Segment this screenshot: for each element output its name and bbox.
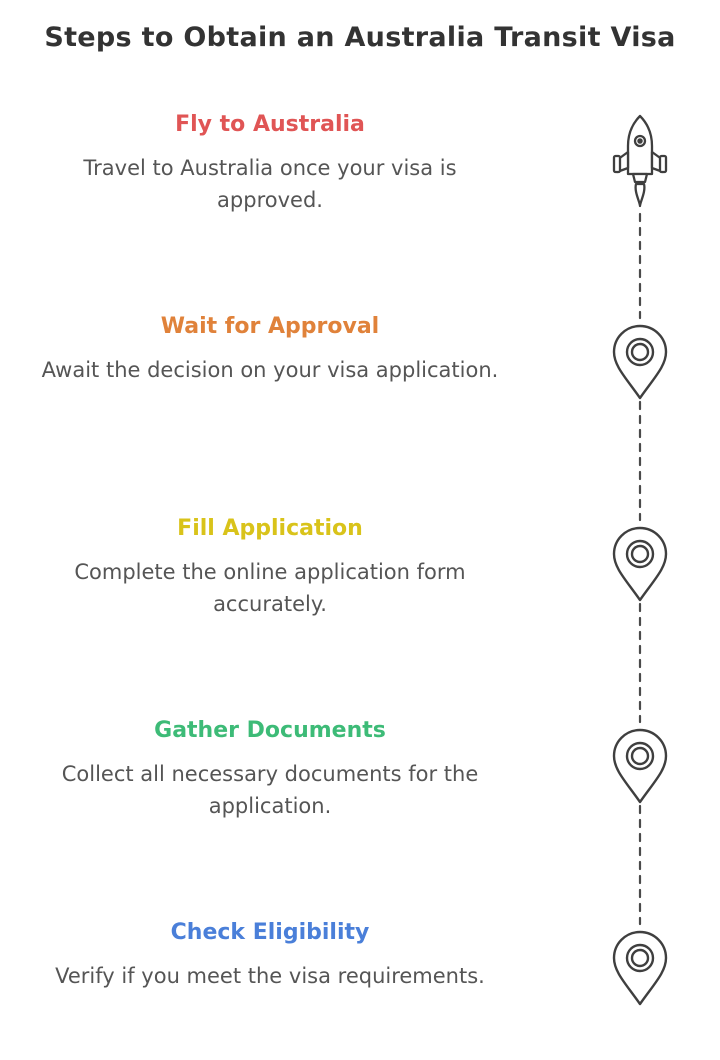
step-title: Wait for Approval xyxy=(160,314,380,339)
step-title: Fill Application xyxy=(177,516,363,541)
step-description: Verify if you meet the visa requirements. xyxy=(55,964,485,988)
step-description: Complete the online application form accurately. xyxy=(74,560,466,616)
step-title: Gather Documents xyxy=(154,718,386,743)
step-gather-documents xyxy=(20,716,520,822)
step-fly-to-australia xyxy=(20,110,520,216)
step-description: Travel to Australia once your visa is approved. xyxy=(83,156,457,212)
step-wait-for-approval xyxy=(20,312,520,386)
step-title: Fly to Australia xyxy=(175,112,365,137)
step-fill-application xyxy=(20,514,520,620)
step-description: Await the decision on your visa application. xyxy=(41,358,499,382)
step-check-eligibility xyxy=(20,918,520,992)
step-description: Collect all necessary documents for the application. xyxy=(61,762,479,818)
page-title: Steps to Obtain an Australia Transit Visa xyxy=(44,22,676,53)
step-title: Check Eligibility xyxy=(170,920,370,945)
